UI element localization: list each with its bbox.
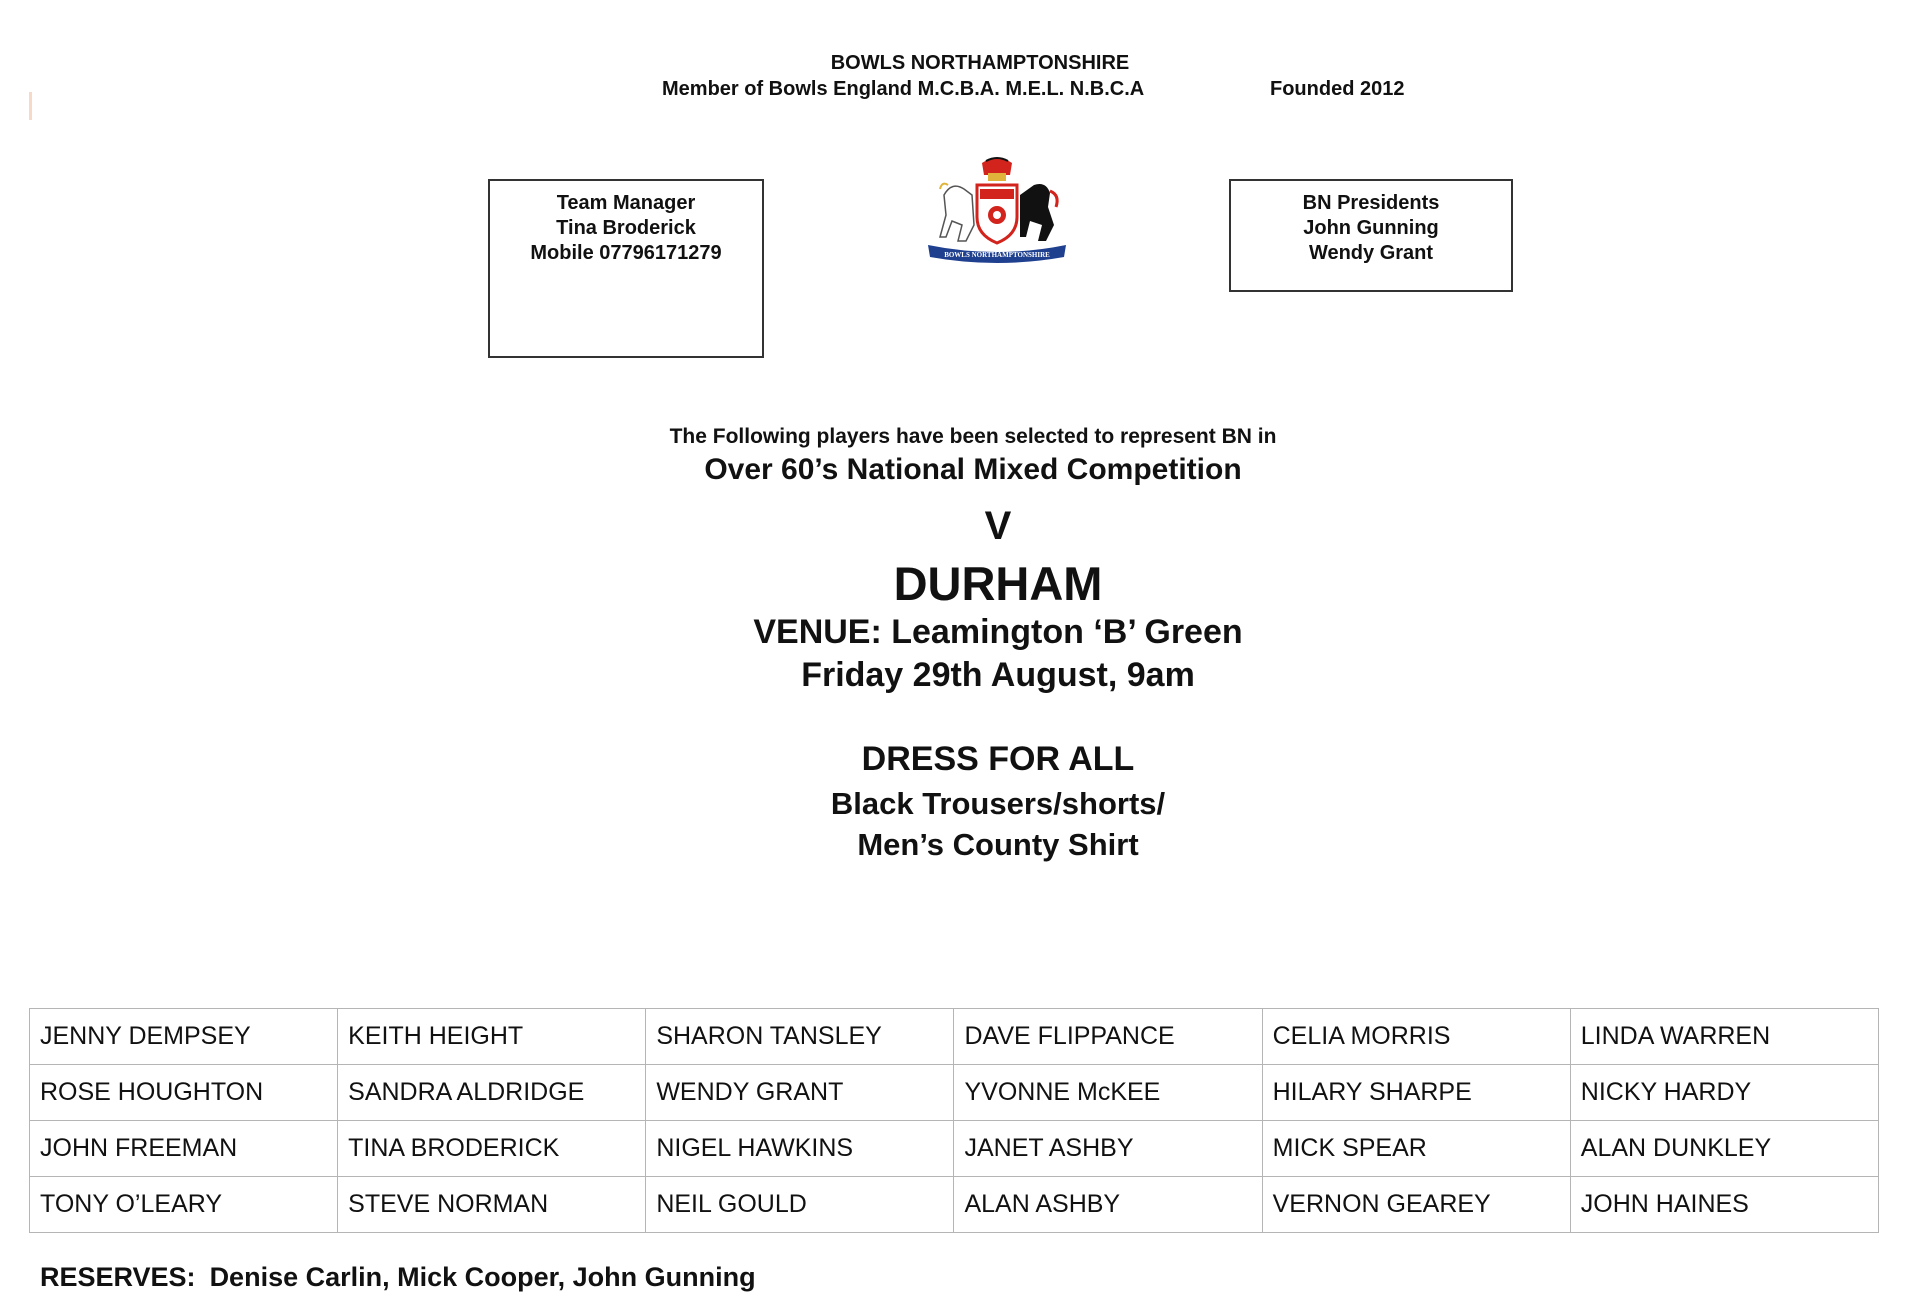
manager-name: Tina Broderick (556, 217, 696, 239)
table-row (30, 1177, 1879, 1233)
table-row (30, 1009, 1879, 1065)
opponent-name: DURHAM (893, 557, 1103, 610)
player-cell: JENNY DEMPSEY (30, 1009, 338, 1065)
text-cursor-marker (29, 92, 32, 120)
player-cell: ALAN ASHBY (954, 1177, 1262, 1233)
county-crest-icon (922, 155, 1072, 267)
president-name-2: Wendy Grant (1308, 242, 1434, 264)
player-cell: SANDRA ALDRIDGE (338, 1065, 646, 1121)
dress-code-line-2: Men’s County Shirt (857, 827, 1139, 862)
player-cell: YVONNE McKEE (954, 1065, 1262, 1121)
player-cell: ALAN DUNKLEY (1570, 1121, 1878, 1177)
reserves-names: Denise Carlin, Mick Cooper, John Gunning (209, 1262, 756, 1292)
player-cell: ROSE HOUGHTON (30, 1065, 338, 1121)
presidents-box (1229, 179, 1513, 292)
competition-title: Over 60’s National Mixed Competition (704, 453, 1242, 486)
org-name: BOWLS NORTHAMPTONSHIRE (830, 52, 1130, 74)
player-cell: SHARON TANSLEY (646, 1009, 954, 1065)
player-cell: JOHN FREEMAN (30, 1121, 338, 1177)
player-cell: NIGEL HAWKINS (646, 1121, 954, 1177)
team-manager-box (488, 179, 764, 358)
player-cell: MICK SPEAR (1262, 1121, 1570, 1177)
player-cell: HILARY SHARPE (1262, 1065, 1570, 1121)
presidents-heading: BN Presidents (1302, 192, 1440, 214)
versus-label: V (984, 504, 1012, 548)
reserves-label: RESERVES: (40, 1262, 196, 1292)
match-date: Friday 29th August, 9am (801, 656, 1195, 694)
player-cell: NEIL GOULD (646, 1177, 954, 1233)
founded-year: Founded 2012 (1270, 78, 1405, 100)
player-cell: VERNON GEAREY (1262, 1177, 1570, 1233)
player-cell: TINA BRODERICK (338, 1121, 646, 1177)
membership-line: Member of Bowls England M.C.B.A. M.E.L. N.B.C.A (662, 78, 1145, 100)
player-cell: WENDY GRANT (646, 1065, 954, 1121)
player-cell: LINDA WARREN (1570, 1009, 1878, 1065)
player-cell: JOHN HAINES (1570, 1177, 1878, 1233)
player-cell: KEITH HEIGHT (338, 1009, 646, 1065)
president-name-1: John Gunning (1303, 217, 1439, 239)
player-cell: JANET ASHBY (954, 1121, 1262, 1177)
manager-mobile: Mobile 07796171279 (530, 242, 722, 264)
crest-banner-text: BOWLS NORTHAMPTONSHIRE (944, 251, 1050, 259)
player-cell: STEVE NORMAN (338, 1177, 646, 1233)
player-cell: NICKY HARDY (1570, 1065, 1878, 1121)
venue-line: VENUE: Leamington ‘B’ Green (753, 613, 1243, 651)
manager-heading: Team Manager (556, 192, 696, 214)
player-cell: TONY O’LEARY (30, 1177, 338, 1233)
reserves-line (40, 1262, 756, 1293)
player-cell: DAVE FLIPPANCE (954, 1009, 1262, 1065)
player-cell: CELIA MORRIS (1262, 1009, 1570, 1065)
table-row (30, 1065, 1879, 1121)
dress-code-title: DRESS FOR ALL (861, 740, 1135, 778)
selection-intro: The Following players have been selected to represent BN in (669, 425, 1277, 448)
table-row (30, 1121, 1879, 1177)
players-table (29, 1008, 1879, 1233)
dress-code-line-1: Black Trousers/shorts/ (830, 786, 1166, 821)
